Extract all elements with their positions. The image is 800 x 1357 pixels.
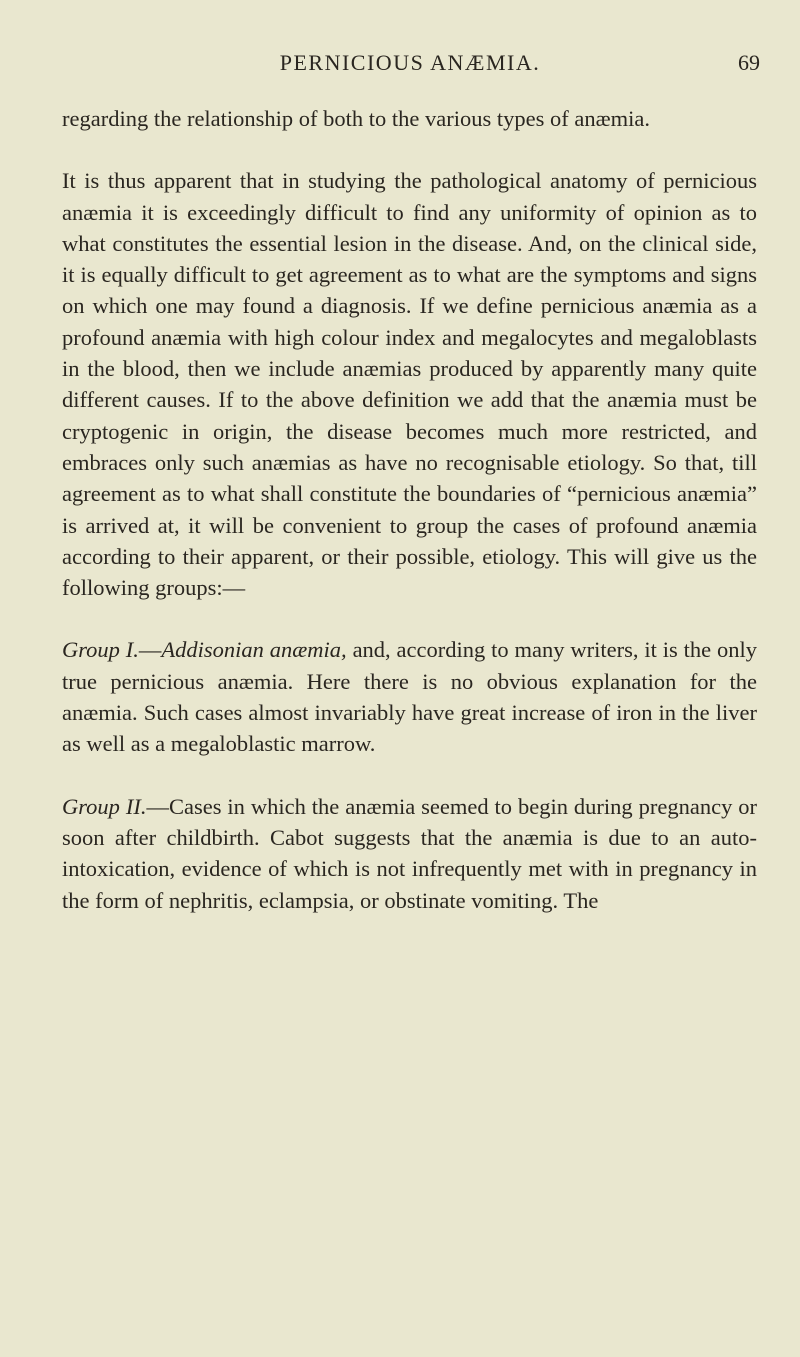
- group-one-text: and, according to many writers, it is the only true pernicious anæmia. Here there is no obvious explanation for the anæmia. Such cases almost invariably have great increase of iron in the liver as well as a megaloblastic marrow.: [62, 637, 757, 757]
- body-text: [62, 103, 757, 916]
- group-one-label: Group I.: [62, 637, 139, 663]
- running-title: PERNICIOUS ANÆMIA.: [279, 50, 541, 75]
- group-one-title: Addisonian anæmia,: [161, 637, 347, 663]
- group-two-text: Cases in which the anæmia seemed to begin during pregnancy or soon after childbirth. Cabot suggests that the anæmia is due to an auto-intoxication, evidence of which is not infrequently met with in pregnancy in the form of nephritis, eclampsia, or obstinate vomiting. The: [62, 793, 757, 913]
- group-two-label: Group II.: [62, 793, 147, 819]
- paragraph-group-two: Group II.—Cases in which the anæmia seemed to begin during pregnancy or soon after childbirth. Cabot suggests that the anæmia is due to an auto-intoxication, evidence of which is not infrequently met with in pregnancy in the form of nephritis, eclampsia, or obstinate vomiting. The: [62, 793, 757, 913]
- page-number: 69: [738, 50, 760, 75]
- paragraph-continuation: regarding the relationship of both to the various types of anæmia.: [62, 106, 650, 131]
- running-head: [60, 50, 760, 82]
- paragraph-group-one: Group I.—Addisonian anæmia, and, according to many writers, it is the only true pernicious anæmia. Here there is no obvious explanation for the anæmia. Such cases almost invariably have great increase of iron in the liver as well as a megaloblastic marrow.: [62, 637, 757, 757]
- paragraph-groups-introduction: It is thus apparent that in studying the pathological anatomy of pernicious anæmia it is exceedingly difficult to find any uniformity of opinion as to what constitutes the essential lesion in the disease. And, on the clinical side, it is equally difficult to get agreement as to what are the symptoms and signs on which one may found a diagnosis. If we define pernicious anæmia as a profound anæmia with high colour index and megalocytes and megaloblasts in the blood, then we include anæmias produced by apparently many quite different causes. If to the above definition we add that the anæmia must be cryptogenic in origin, the disease becomes much more restricted, and embraces only such anæmias as have no recognisable etiology. So that, till agreement as to what shall constitute the boundaries of “pernicious anæmia” is arrived at, it will be convenient to group the cases of profound anæmia according to their apparent, or their possible, etiology. This will give us the following groups:—: [62, 168, 757, 601]
